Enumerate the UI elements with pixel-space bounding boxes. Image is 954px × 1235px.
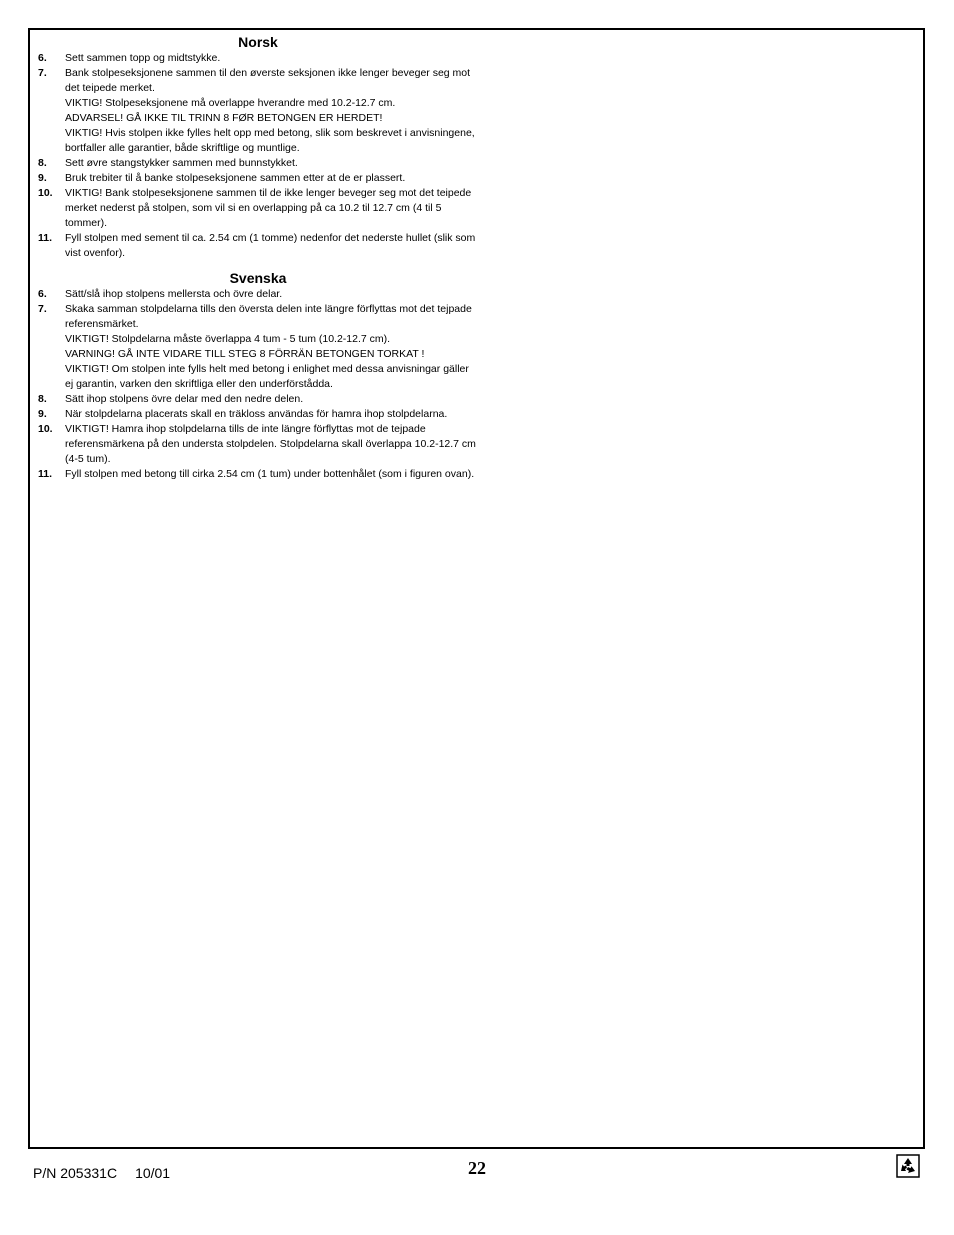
step-number: 10. [38,187,53,199]
step-number: 7. [38,67,47,79]
norsk-note-warning: ADVARSEL! GÅ IKKE TIL TRINN 8 FØR BETONGEN ER HERDET! [65,112,383,124]
step-text: Fyll stolpen med betong till cirka 2.54 cm (1 tum) under bottenhålet (som i figuren ovan). [65,468,475,480]
step-text: VIKTIGT! Hamra ihop stolpdelarna tills de inte längre förflyttas mot de tejpade referensmärkena på den understa stolpdelen. Stolpdelarna skall överlappa 10.2-12.7 cm (4-5 tum). [65,423,476,465]
norsk-note-warranty: VIKTIG! Hvis stolpen ikke fylles helt opp med betong, slik som beskrevet i anvisningene, bortfaller alle garantier, både skriftlige og muntlige. [65,127,475,154]
svenska-note-warning: VARNING! GÅ INTE VIDARE TILL STEG 8 FÖRRÄN BETONGEN TORKAT ! [65,348,425,360]
norsk-section [38,33,478,261]
svenska-step-10 [38,422,478,467]
step-number: 9. [38,172,47,184]
part-number: P/N 205331C [33,1165,118,1181]
norsk-step-6 [38,51,478,66]
step-text: Bank stolpeseksjonene sammen til den øverste seksjonen ikke lenger beveger seg mot det teipede merket. [65,67,471,94]
step-number: 9. [38,408,47,420]
step-number: 11. [38,232,53,244]
norsk-step-10 [38,186,478,231]
norsk-step-11 [38,231,478,261]
instructions-column [38,33,478,482]
page-frame [28,28,925,1149]
step-text: Sett øvre stangstykker sammen med bunnstykket. [65,157,298,169]
norsk-step-8 [38,156,478,171]
step-number: 10. [38,423,53,435]
recycle-icon [896,1154,920,1178]
svenska-step-8 [38,392,478,407]
page-number: 22 [468,1158,486,1178]
step-text: När stolpdelarna placerats skall en träkloss användas för hamra ihop stolpdelarna. [65,408,448,420]
step-text: VIKTIG! Bank stolpeseksjonene sammen til de ikke lenger beveger seg mot det teipede merket nederst på stolpen, som vil si en overlapping på ca 10.2 til 12.7 cm (4 til 5 tommer). [65,187,472,229]
svenska-step-9 [38,407,478,422]
svenska-title: Svenska [229,270,287,286]
svenska-section [38,269,478,482]
step-text: Sett sammen topp og midtstykke. [65,52,221,64]
step-text: Bruk trebiter til å banke stolpeseksjonene sammen etter at de er plassert. [65,172,406,184]
norsk-note-overlap: VIKTIG! Stolpeseksjonene må overlappe hverandre med 10.2-12.7 cm. [65,97,396,109]
step-text: Fyll stolpen med sement til ca. 2.54 cm (1 tomme) nedenfor det nederste hullet (slik som vist ovenfor). [65,232,476,259]
svenska-step-7 [38,302,478,332]
step-text: Sätt/slå ihop stolpens mellersta och övre delar. [65,288,283,300]
svenska-note-warranty: VIKTIGT! Om stolpen inte fylls helt med betong i enlighet med dessa anvisningar gäller ej garantin, varken den skriftliga eller den underförstådda. [65,363,469,390]
svenska-note-overlap: VIKTIGT! Stolpdelarna måste överlappa 4 tum - 5 tum (10.2-12.7 cm). [65,333,391,345]
step-number: 8. [38,393,47,405]
section-gap [38,261,478,269]
step-number: 11. [38,468,53,480]
step-text: Skaka samman stolpdelarna tills den översta delen inte längre förflyttas mot det tejpade referensmärket. [65,303,472,330]
norsk-step-7 [38,66,478,96]
norsk-step-9 [38,171,478,186]
step-number: 6. [38,288,47,300]
footer-date: 10/01 [135,1165,171,1181]
svenska-step-6 [38,287,478,302]
step-number: 7. [38,303,47,315]
norsk-title: Norsk [238,34,278,50]
step-text: Sätt ihop stolpens övre delar med den nedre delen. [65,393,304,405]
step-number: 6. [38,52,47,64]
step-number: 8. [38,157,47,169]
svenska-step-11 [38,467,478,482]
